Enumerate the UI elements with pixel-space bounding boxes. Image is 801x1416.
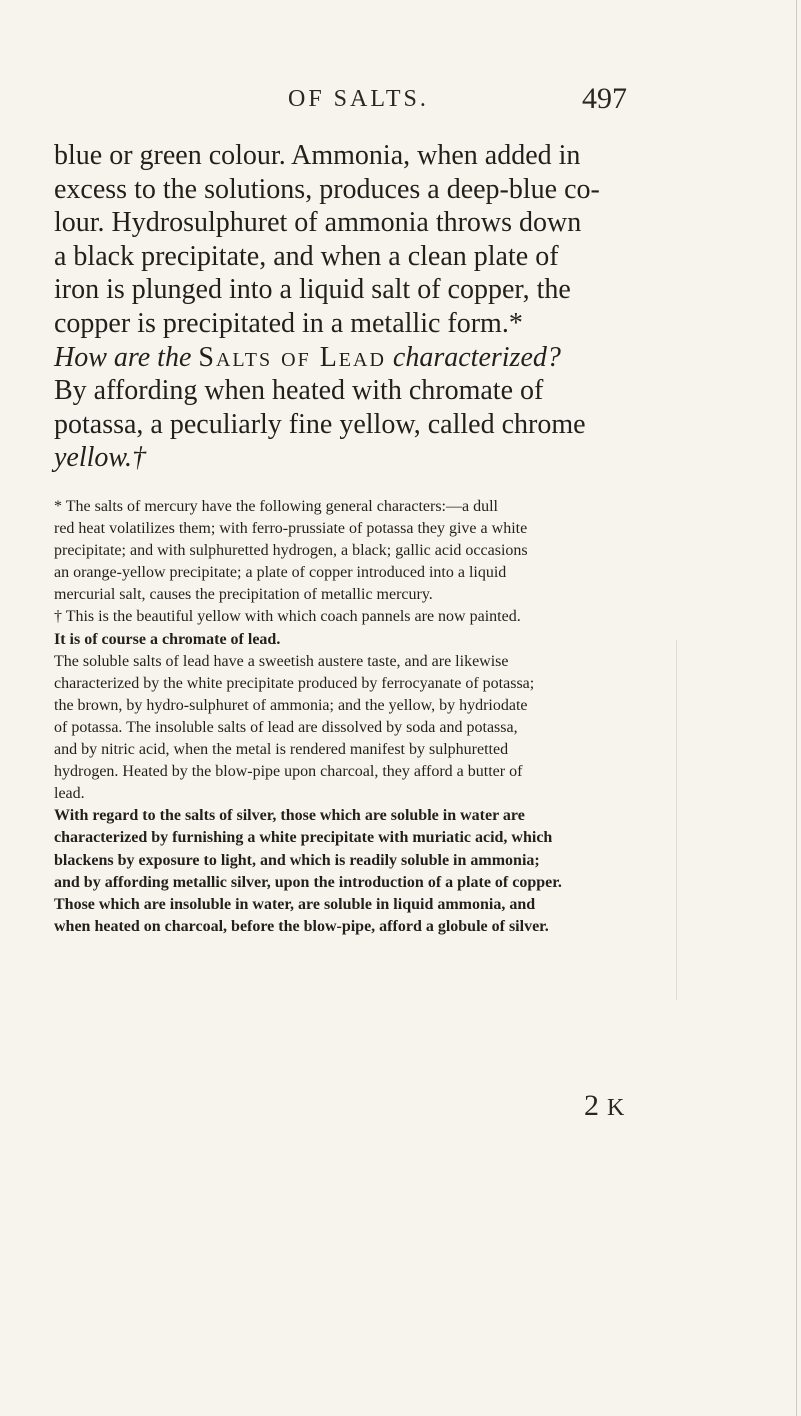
footnote-text: when heated on charcoal, before the blow-pipe, afford a globule of silver. — [54, 917, 549, 935]
footnote-line — [54, 717, 655, 739]
main-line-text: a black precipitate, and when a clean plate of — [54, 240, 559, 272]
footnote-line — [54, 761, 655, 783]
footnote-line — [54, 827, 655, 849]
section-question — [54, 341, 658, 375]
footnote-line — [54, 783, 655, 805]
main-line-text: excess to the solutions, produces a deep-blue co- — [54, 173, 600, 205]
main-line-text: potassa, a peculiarly fine yellow, called chrome — [54, 408, 586, 440]
page-edge-line — [796, 0, 797, 1416]
main-line-text: yellow.† — [54, 442, 147, 474]
main-line-text: blue or green colour. Ammonia, when added in — [54, 140, 581, 171]
question-tail: characterized? — [385, 341, 561, 373]
footnote-text: It is of course a chromate of lead. — [54, 630, 281, 648]
main-line-text: copper is precipitated in a metallic form.* — [54, 307, 523, 339]
page-edge-line — [676, 640, 677, 1000]
main-line — [54, 206, 658, 240]
main-line — [54, 374, 658, 408]
footnote-line — [54, 872, 655, 894]
main-line-text: lour. Hydrosulphuret of ammonia throws down — [54, 207, 582, 239]
footnote-line — [54, 540, 655, 562]
main-line — [54, 240, 658, 274]
footnote-line — [54, 562, 655, 584]
main-line — [54, 139, 658, 173]
footnote-text: With regard to the salts of silver, those which are soluble in water are — [54, 807, 525, 825]
footnote-text: mercurial salt, causes the precipitation of metallic mercury. — [54, 586, 433, 604]
page-header — [0, 84, 801, 124]
footnote-text: characterized by furnishing a white precipitate with muriatic acid, which — [54, 829, 553, 847]
footnote-text: an orange-yellow precipitate; a plate of copper introduced into a liquid — [54, 564, 507, 582]
main-line — [54, 441, 658, 475]
footnote-line — [54, 739, 655, 761]
footnote-text: Those which are insoluble in water, are soluble in liquid ammonia, and — [54, 895, 536, 913]
main-line-text: iron is plunged into a liquid salt of copper, the — [54, 274, 571, 306]
footnote-text: red heat volatilizes them; with ferro-prussiate of potassa they give a white — [54, 520, 528, 538]
main-line — [54, 273, 658, 307]
signature-mark — [584, 1089, 626, 1123]
footnote-text: and by nitric acid, when the metal is rendered manifest by sulphuretted — [54, 741, 509, 759]
main-text — [54, 139, 658, 475]
footnote-text: The soluble salts of lead have a sweetish austere taste, and are likewise — [54, 652, 509, 670]
footnote-text: precipitate; and with sulphuretted hydrogen, a black; gallic acid occasions — [54, 542, 528, 560]
footnote-line — [54, 894, 655, 916]
footnote-text: blackens by exposure to light, and which is readily soluble in ammonia; — [54, 851, 540, 869]
signature-number: 2 — [584, 1089, 601, 1122]
footnote-line — [54, 518, 655, 540]
footnote-line — [54, 584, 655, 606]
footnote-text: hydrogen. Heated by the blow-pipe upon charcoal, they afford a butter of — [54, 763, 523, 781]
footnote-text: characterized by the white precipitate produced by ferrocyanate of potassa; — [54, 674, 535, 692]
signature-letter: K — [607, 1095, 627, 1121]
footnote-text: and by affording metallic silver, upon the introduction of a plate of copper. — [54, 873, 562, 891]
page-number: 497 — [582, 82, 627, 115]
footnote-text: of potassa. The insoluble salts of lead are dissolved by soda and potassa, — [54, 718, 518, 736]
main-line — [54, 173, 658, 207]
footnote-text: the brown, by hydro-sulphuret of ammonia; and the yellow, by hydriodate — [54, 696, 528, 714]
footnote-text: † This is the beautiful yellow with which coach pannels are now painted. — [54, 608, 521, 626]
footnote-text: lead. — [54, 785, 85, 803]
running-head: OF SALTS. — [288, 86, 429, 112]
question-topic: Salts of Lead — [198, 341, 386, 373]
footnote-line — [54, 606, 655, 628]
footnote-line — [54, 496, 655, 518]
footnote-text: * The salts of mercury have the following general characters:—a dull — [54, 498, 498, 515]
main-line — [54, 408, 658, 442]
footnote-line — [54, 629, 655, 651]
footnote-line — [54, 673, 655, 695]
footnote-line — [54, 916, 655, 938]
footnote-line — [54, 651, 655, 673]
footnote-line — [54, 695, 655, 717]
question-lead: How are the — [54, 341, 199, 373]
footnote-line — [54, 850, 655, 872]
footnote-line — [54, 805, 655, 827]
main-line — [54, 307, 658, 341]
footnotes — [54, 496, 655, 938]
main-line-text: By affording when heated with chromate of — [54, 375, 544, 407]
